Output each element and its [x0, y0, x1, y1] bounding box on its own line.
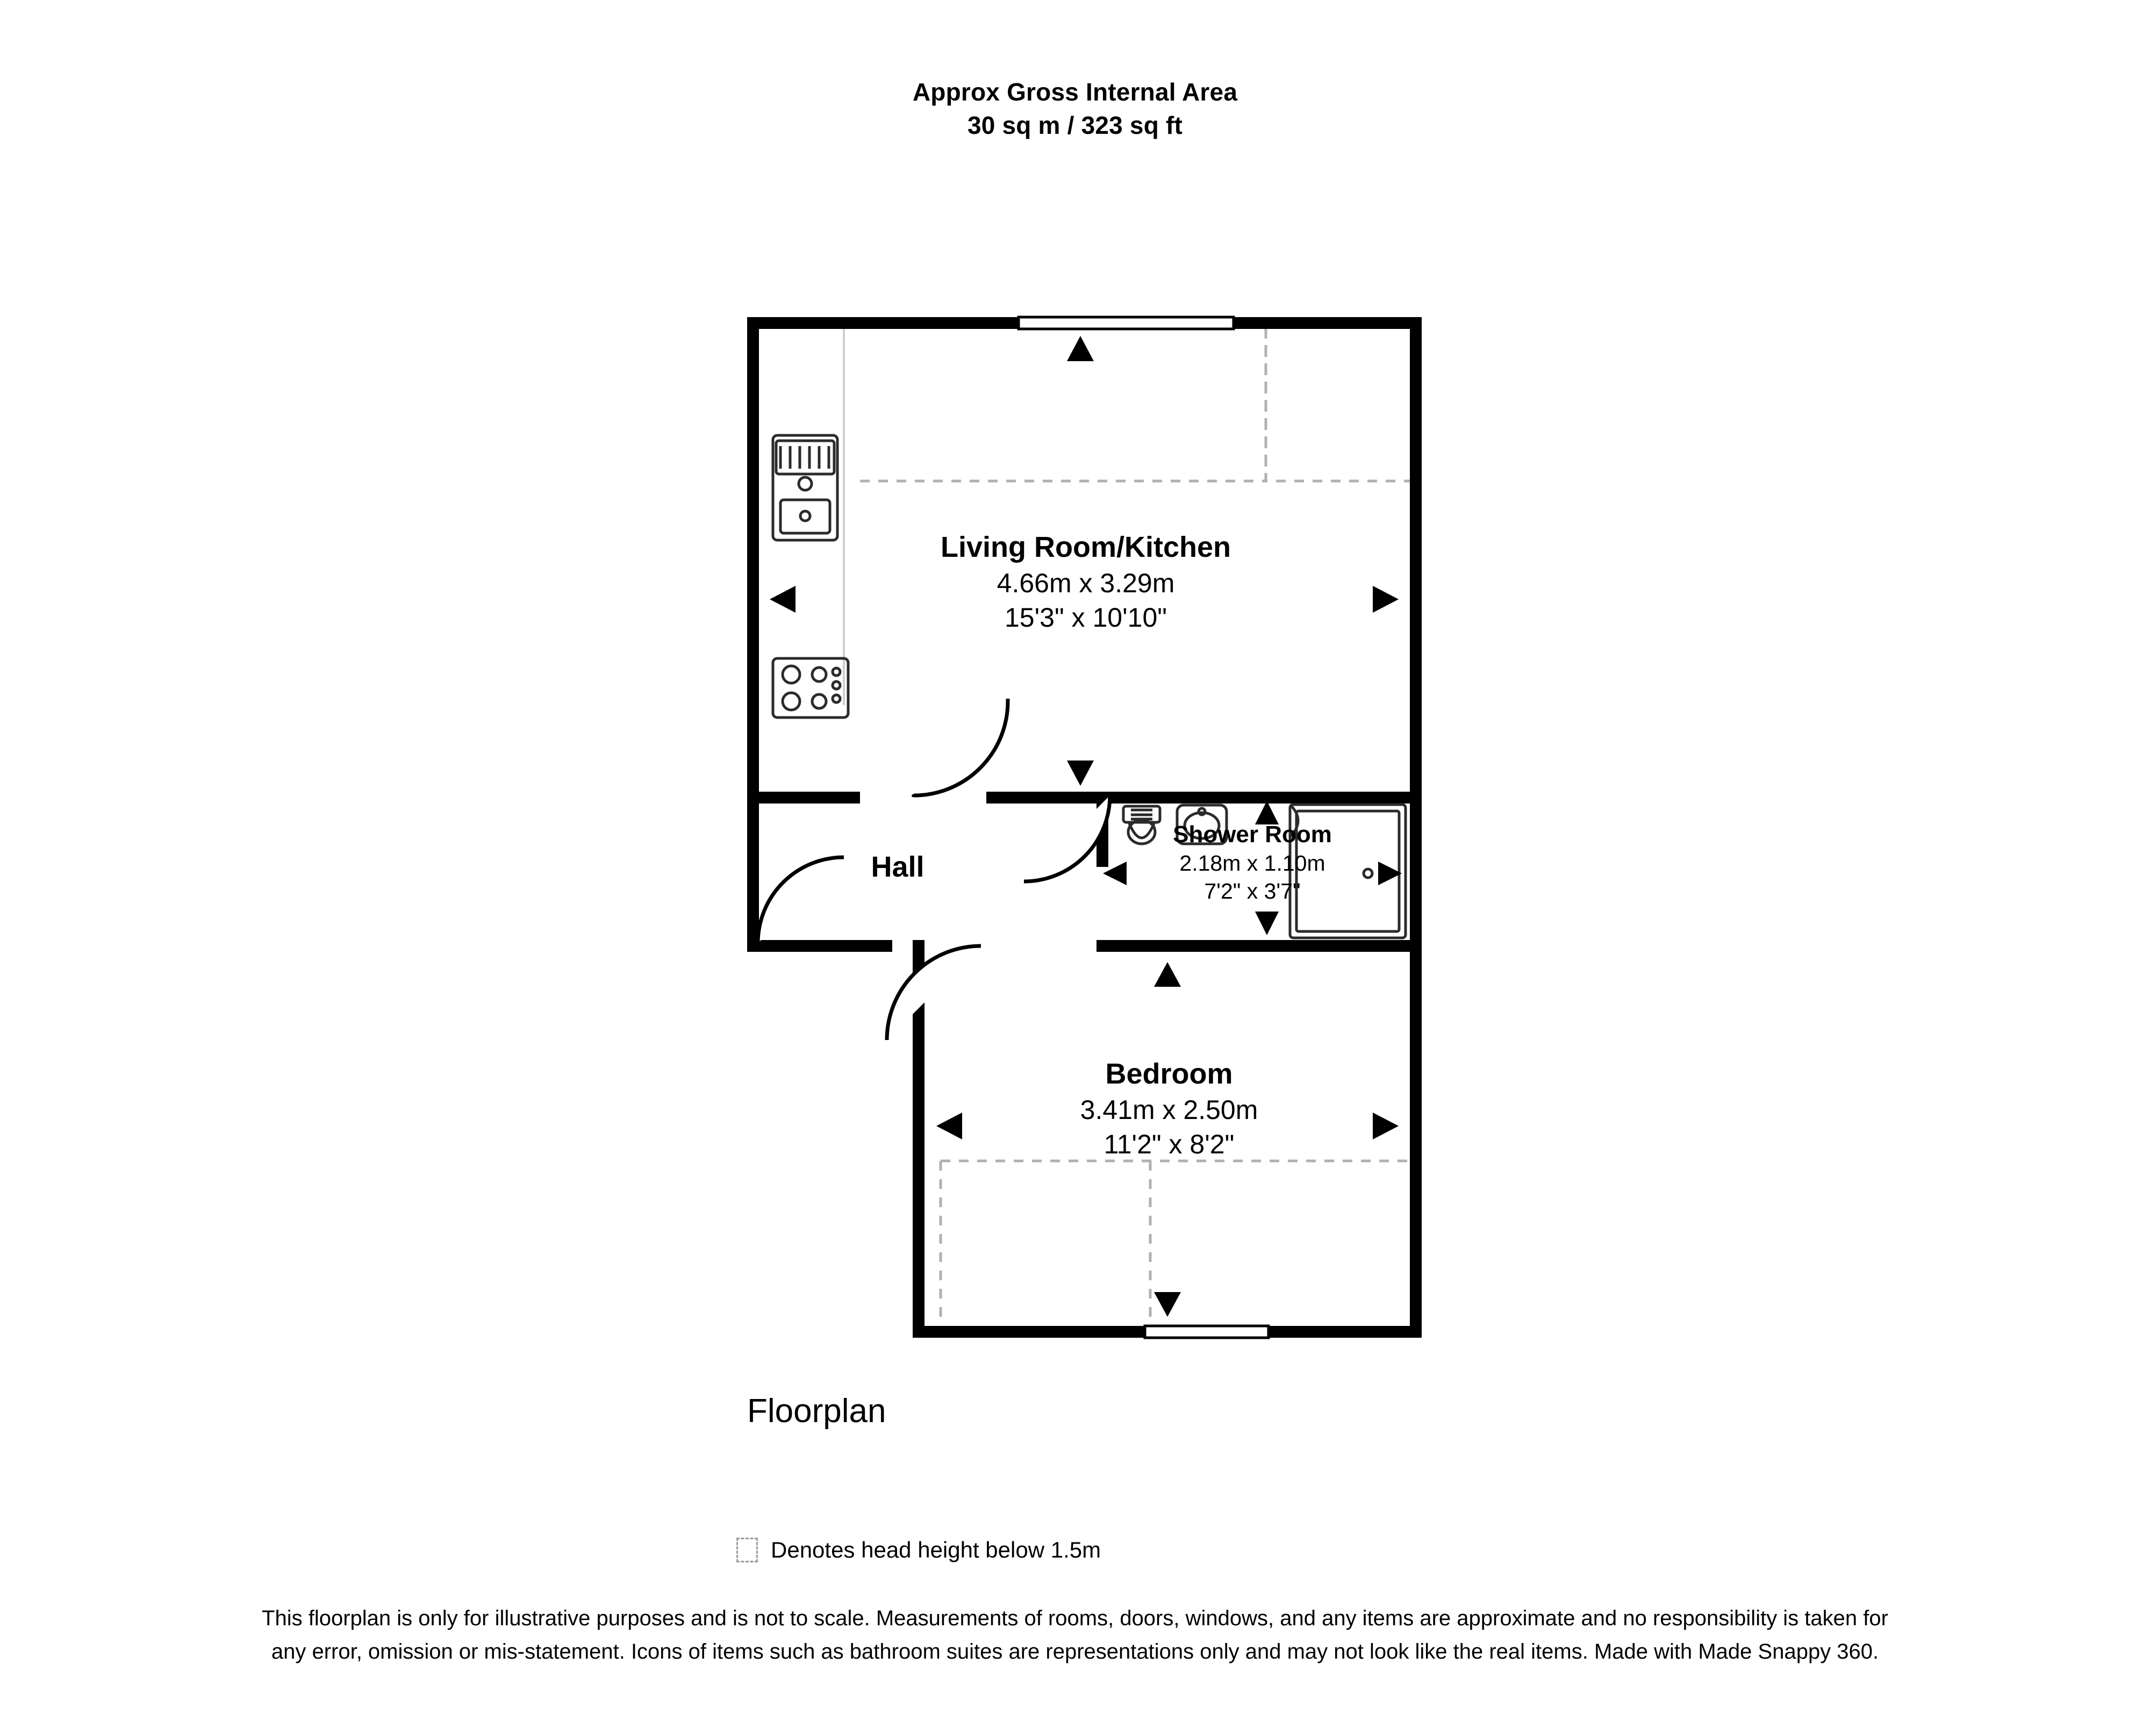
- room-label-living-kitchen: [752, 529, 1419, 635]
- wall-shower-right: [1410, 792, 1422, 952]
- window-living-top: [1019, 317, 1234, 329]
- room-name: Living Room/Kitchen: [941, 531, 1231, 563]
- gross-internal-area-value: 30 sq m / 323 sq ft: [967, 111, 1183, 140]
- wall-shower-top: [1099, 792, 1422, 804]
- disclaimer-text: This floorplan is only for illustrative purposes and is not to scale. Measurements of rooms, doors, windows, and any items are approximate and no responsibility is taken for any error, omission or mis-statement. Icons of items such as bathroom suites are representations only and may not look like the real items. Made with Made Snappy 360.: [262, 1606, 1888, 1663]
- floorplan-caption: Floorplan: [747, 1393, 886, 1430]
- room-dimension-imperial: 11'2" x 8'2": [1103, 1129, 1235, 1159]
- room-name: Shower Room: [1173, 821, 1332, 848]
- room-label-hall: [806, 849, 989, 886]
- kitchen-fixtures: [759, 329, 848, 718]
- head-height-legend: [736, 1537, 1101, 1563]
- room-label-shower-room: [1096, 820, 1408, 906]
- head-height-legend-label: Denotes head height below 1.5m: [771, 1537, 1101, 1562]
- wall-shower-bottom: [1096, 940, 1422, 952]
- wall-living-bottom-left: [747, 792, 860, 804]
- wall-living-bottom-right: [986, 792, 1099, 804]
- room-dimension-metric: 3.41m x 2.50m: [1080, 1094, 1258, 1125]
- room-name: Hall: [871, 851, 924, 883]
- wall-hall-left: [747, 792, 759, 952]
- window-bedroom-bottom: [1145, 1326, 1268, 1338]
- wall-hall-bottom-left: [747, 940, 892, 952]
- room-dimension-imperial: 15'3" x 10'10": [1004, 602, 1167, 633]
- room-dimension-metric: 2.18m x 1.10m: [1179, 851, 1325, 876]
- room-dimension-metric: 4.66m x 3.29m: [997, 568, 1175, 598]
- room-dimension-imperial: 7'2" x 3'7": [1204, 879, 1301, 904]
- head-height-swatch-icon: [736, 1538, 758, 1562]
- room-name: Bedroom: [1105, 1058, 1233, 1090]
- room-label-bedroom: [924, 1056, 1414, 1161]
- gross-internal-area-title: Approx Gross Internal Area: [912, 78, 1238, 106]
